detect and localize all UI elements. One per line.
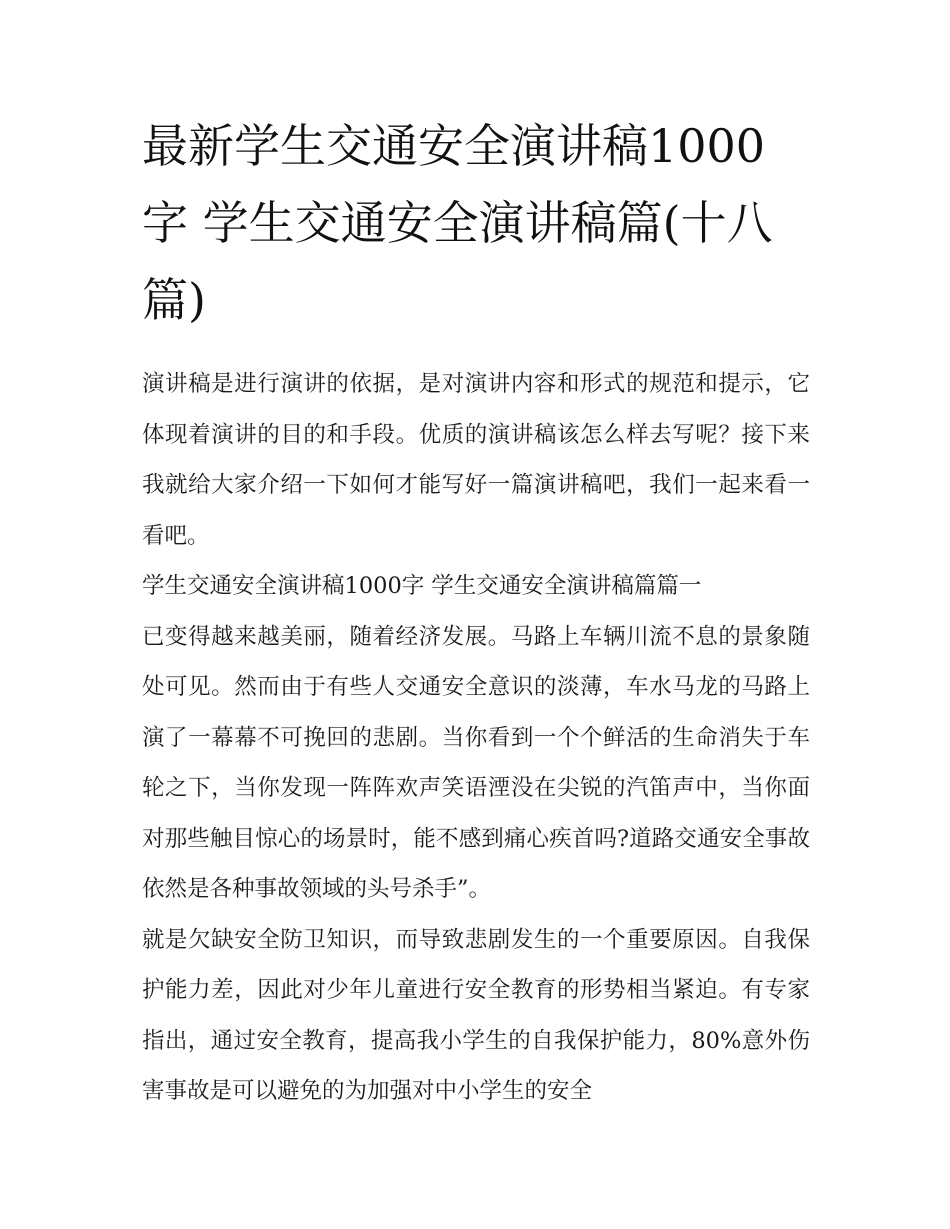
section-heading: 学生交通安全演讲稿1000字 学生交通安全演讲稿篇篇一: [142, 573, 702, 599]
document-page: [142, 108, 810, 1117]
intro-paragraph: 演讲稿是进行演讲的依据，是对演讲内容和形式的规范和提示，它体现着演讲的目的和手段。优质的演讲稿该怎么样去写呢？接下来我就给大家介绍一下如何才能写好一篇演讲稿吧，我们一起来看一看吧。: [142, 371, 810, 549]
body-paragraph: 就是欠缺安全防卫知识，而导致悲剧发生的一个重要原因。自我保护能力差，因此对少年儿童进行安全教育的形势相当紧迫。有专家指出，通过安全教育，提高我小学生的自我保护能力，80%意外伤害事故是可以避免的为加强对中小学生的安全: [142, 926, 810, 1104]
body-paragraph: 已变得越来越美丽，随着经济发展。马路上车辆川流不息的景象随处可见。然而由于有些人交通安全意识的淡薄，车水马龙的马路上演了一幕幕不可挽回的悲剧。当你看到一个个鲜活的生命消失于车轮之下，当你发现一阵阵欢声笑语湮没在尖锐的汽笛声中，当你面对那些触目惊心的场景时，能不感到痛心疾首吗?道路交通安全事故依然是各种事故领域的头号杀手”。: [142, 623, 810, 902]
document-title: 最新学生交通安全演讲稿1000字 学生交通安全演讲稿篇(十八篇): [142, 119, 773, 327]
